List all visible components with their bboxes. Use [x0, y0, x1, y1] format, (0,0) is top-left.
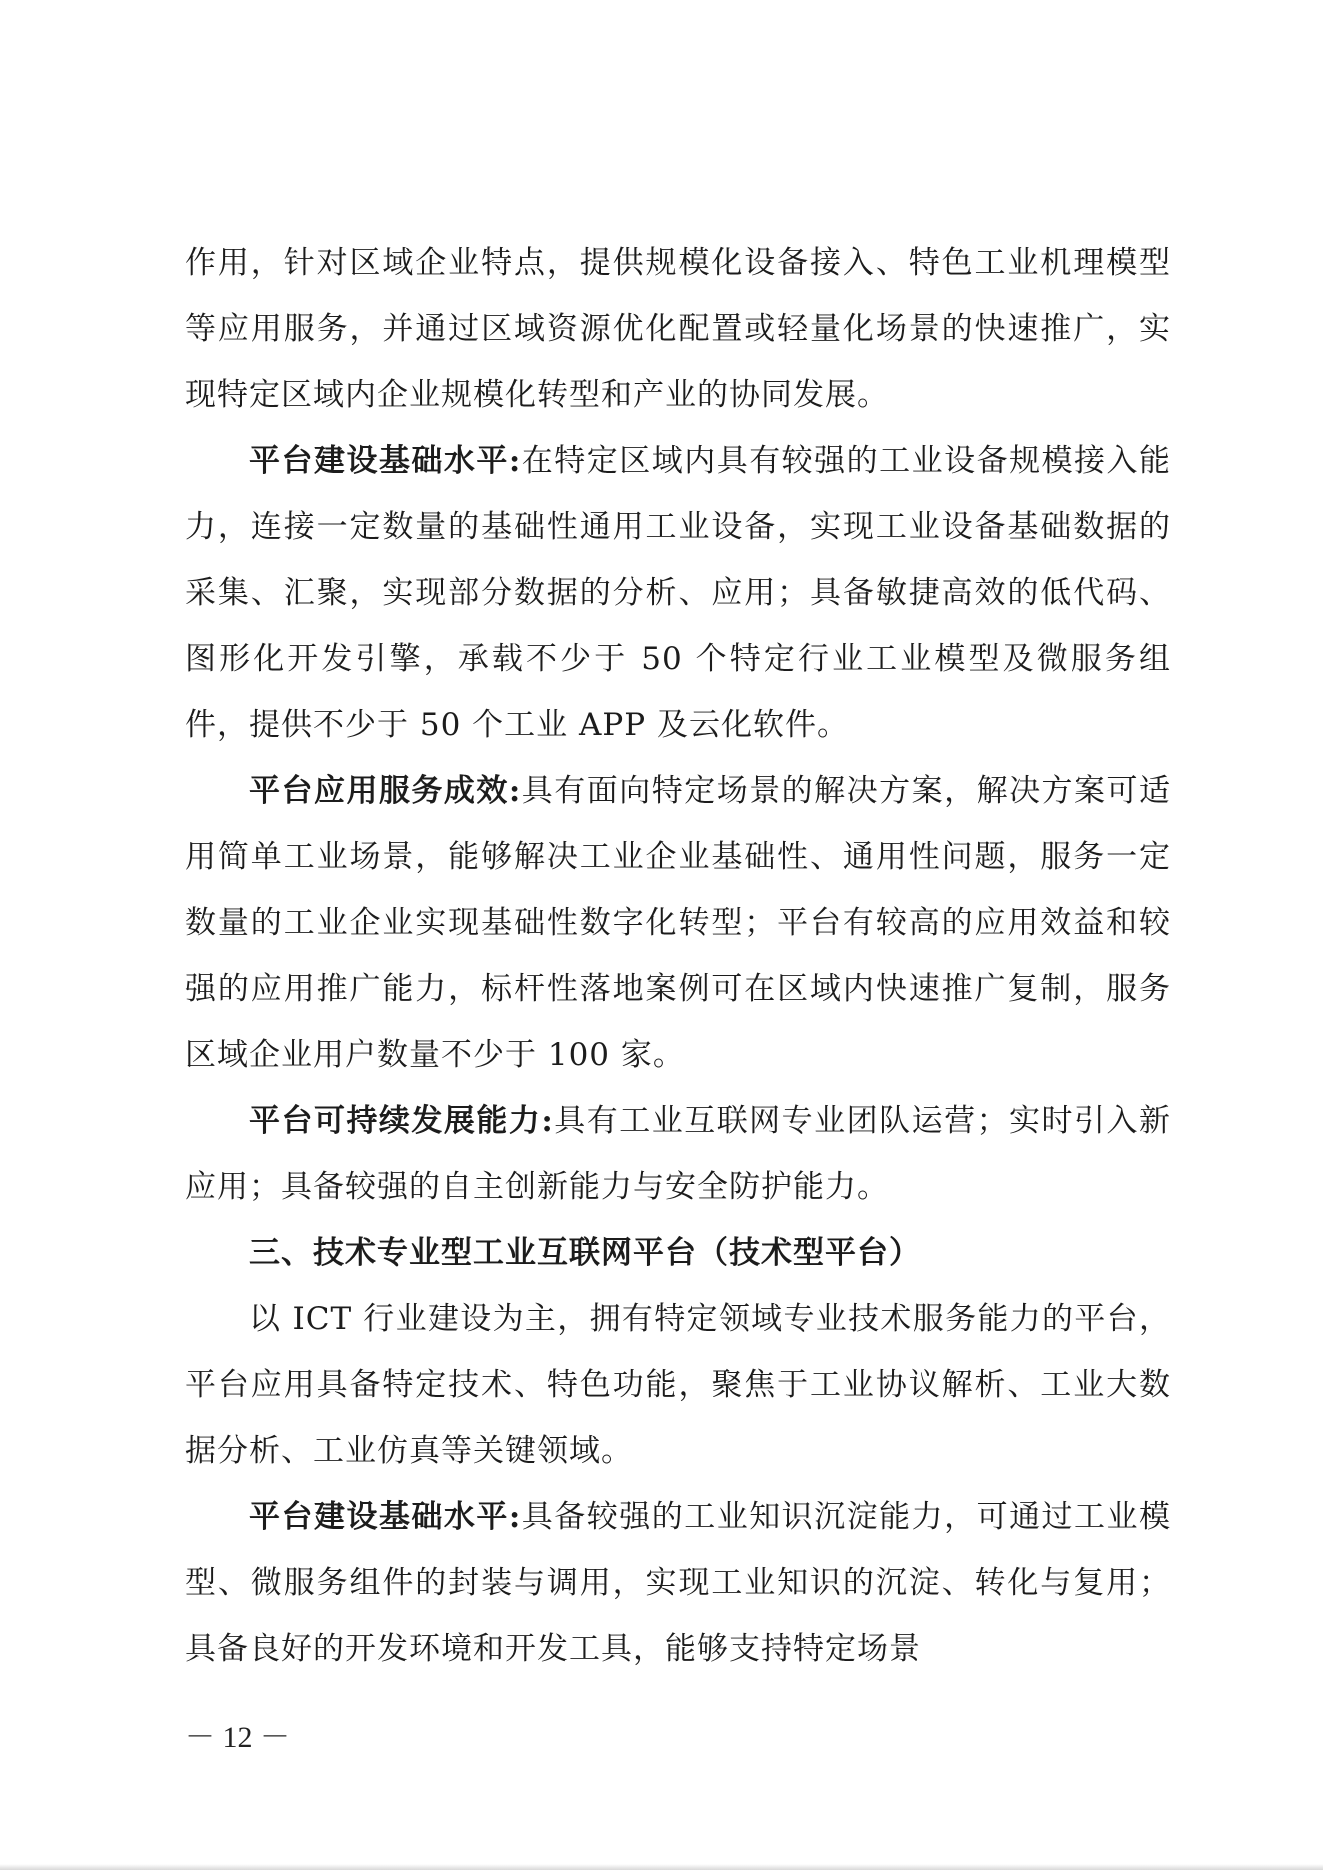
paragraph-text: 作用，针对区域企业特点，提供规模化设备接入、特色工业机理模型等应用服务，并通过区域资源优化配置或轻量化场景的快速推广，实现特定区域内企业规模化转型和产业的协同发展。: [185, 245, 1171, 413]
page-number: － 12 －: [185, 1721, 290, 1754]
paragraph-lead: 平台可持续发展能力:: [249, 1103, 554, 1139]
paragraph-text: 具备较强的工业知识沉淀能力，可通过工业模型、微服务组件的封装与调用，实现工业知识的沉淀、转化与复用；具备良好的开发环境和开发工具，能够支持特定场景: [185, 1499, 1172, 1667]
paragraph-text: 具有工业互联网专业团队运营；实时引入新应用；具备较强的自主创新能力与安全防护能力。: [185, 1103, 1171, 1205]
scan-edge-divider: [0, 1864, 1323, 1870]
document-body: [185, 230, 1171, 1682]
paragraph-continuation: [185, 230, 1171, 428]
paragraph-lead: 平台建设基础水平:: [249, 1499, 522, 1535]
paragraph-platform-foundation: [185, 428, 1171, 758]
paragraph-text: 以 ICT 行业建设为主，拥有特定领域专业技术服务能力的平台，平台应用具备特定技术、特色功能，聚焦于工业协议解析、工业大数据分析、工业仿真等关键领域。: [185, 1301, 1171, 1469]
paragraph-lead: 平台建设基础水平:: [249, 443, 522, 479]
section-heading: 三、技术专业型工业互联网平台（技术型平台）: [249, 1235, 921, 1271]
paragraph-technical-foundation: [185, 1484, 1171, 1682]
paragraph-sustainability: [185, 1088, 1171, 1220]
paragraph-lead: 平台应用服务成效:: [249, 773, 522, 809]
paragraph-section-intro: [185, 1286, 1171, 1484]
paragraph-text: 具有面向特定场景的解决方案，解决方案可适用简单工业场景，能够解决工业企业基础性、通用性问题，服务一定数量的工业企业实现基础性数字化转型；平台有较高的应用效益和较强的应用推广能力，标杆性落地案例可在区域内快速推广复制，服务区域企业用户数量不少于 100 家。: [185, 773, 1172, 1073]
paragraph-platform-effectiveness: [185, 758, 1171, 1088]
paragraph-text: 在特定区域内具有较强的工业设备规模接入能力，连接一定数量的基础性通用工业设备，实现工业设备基础数据的采集、汇聚，实现部分数据的分析、应用；具备敏捷高效的低代码、图形化开发引擎，承载不少于 50 个特定行业工业模型及微服务组件，提供不少于 50 个工业 APP 及云化软件。: [185, 443, 1172, 743]
